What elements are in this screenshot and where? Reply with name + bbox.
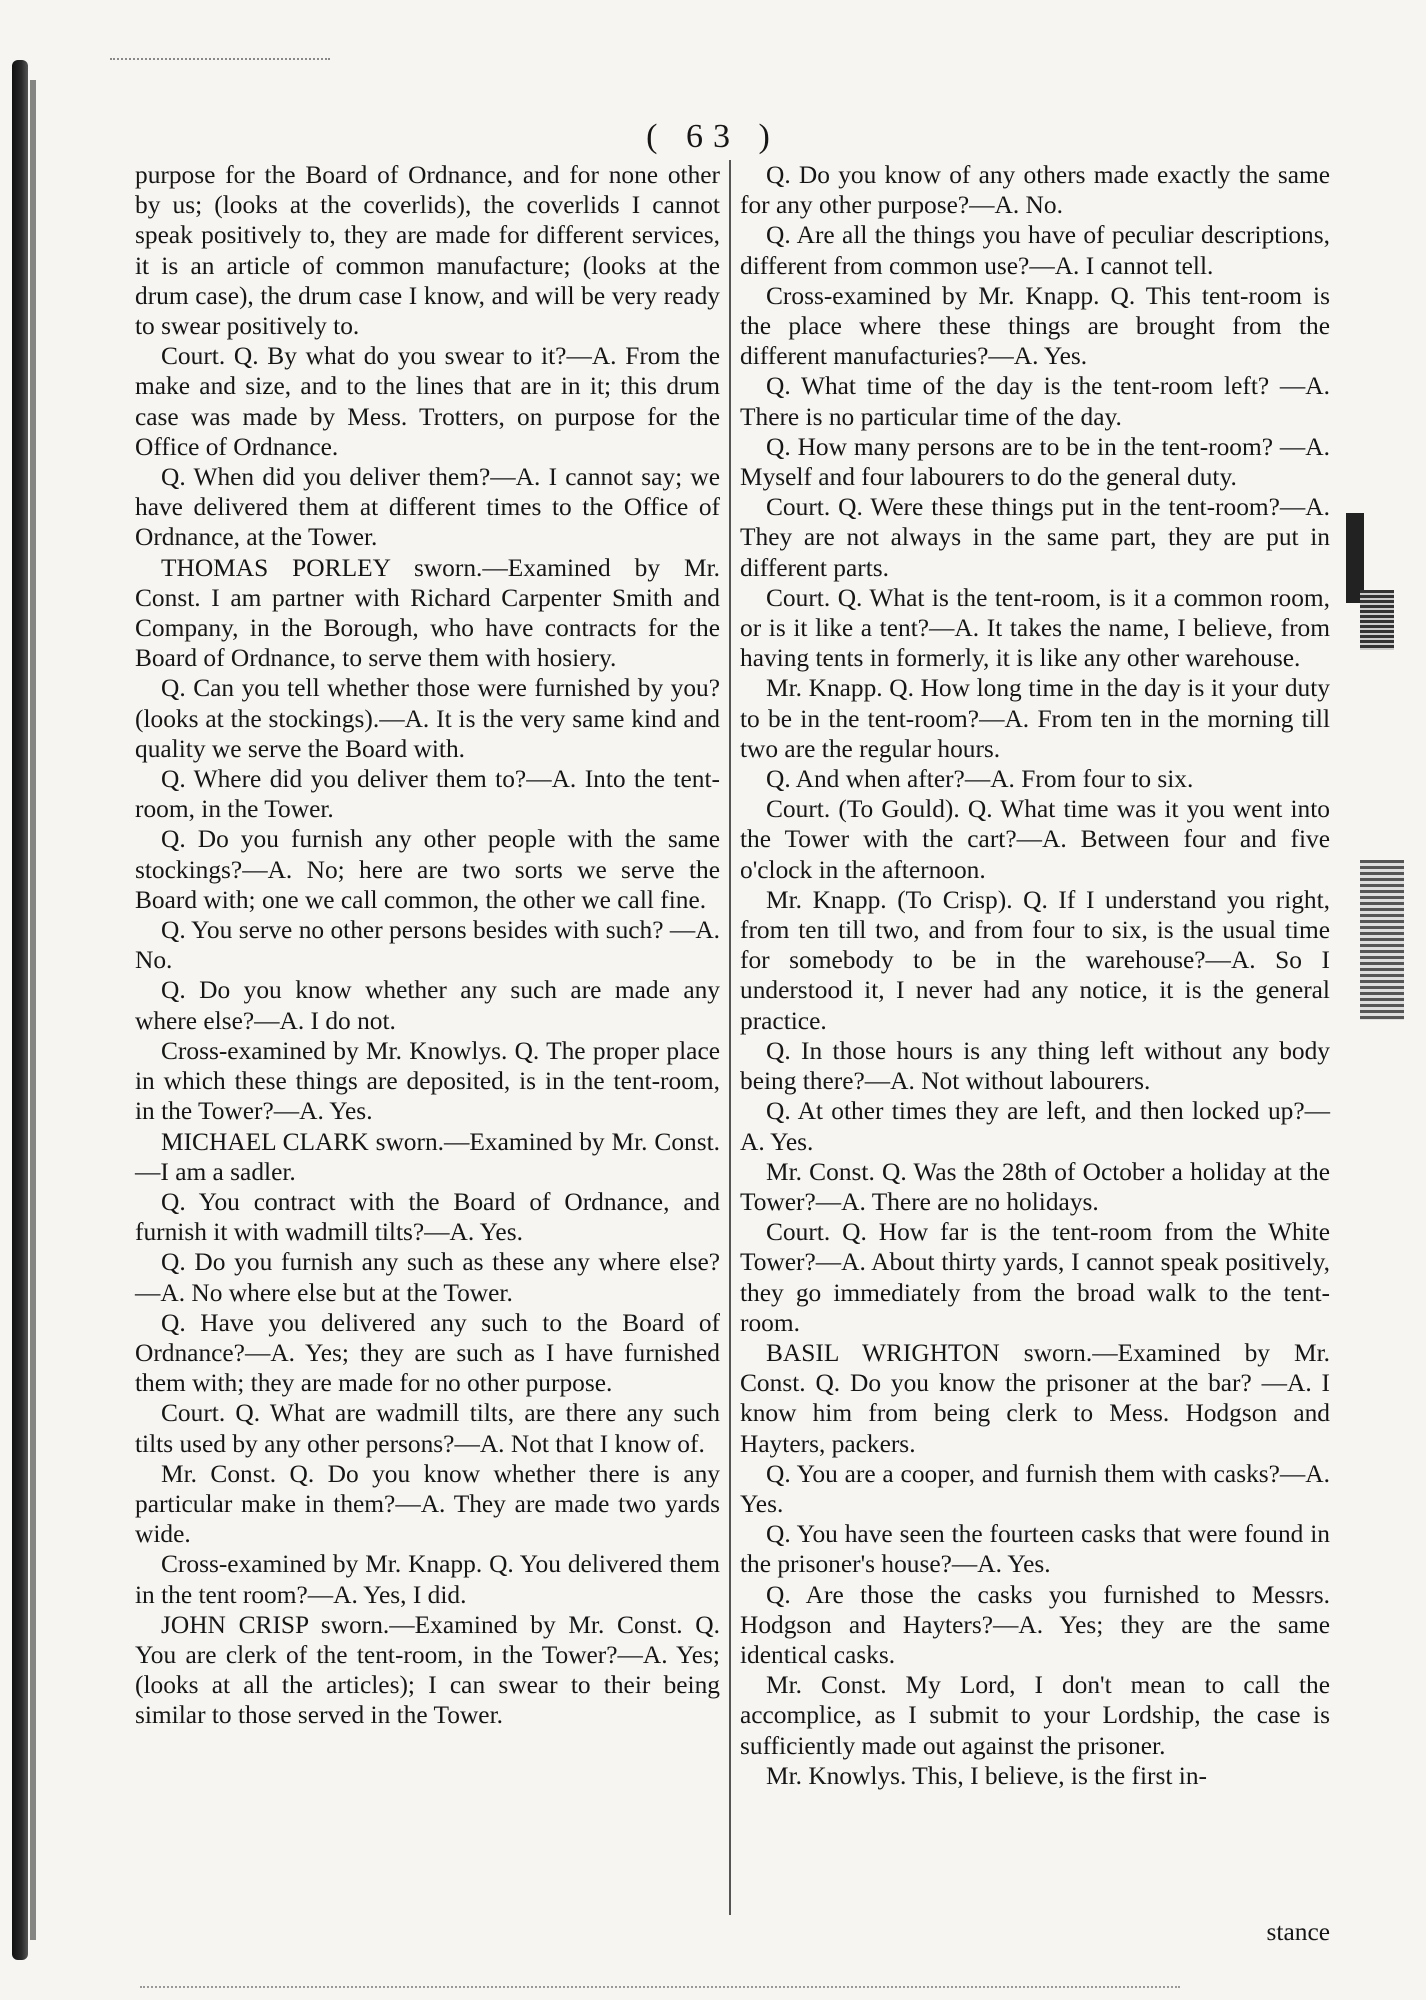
scan-noise-top xyxy=(110,58,330,64)
paragraph: Q. You are a cooper, and furnish them with casks?—A. Yes. xyxy=(740,1459,1330,1518)
paragraph: Q. Are all the things you have of peculiar descriptions, different from common use?—A. I cannot tell. xyxy=(740,221,1330,280)
catchword: stance xyxy=(1266,1918,1330,1946)
paragraph: Q. Do you furnish any such as these any where else?—A. No where else but at the Tower. xyxy=(135,1248,720,1307)
paragraph: Q. Do you know whether any such are made any where else?—A. I do not. xyxy=(135,976,720,1035)
paragraph: Mr. Knowlys. This, I believe, is the first in- xyxy=(766,1761,1208,1790)
paragraph: Q. In those hours is any thing left without any body being there?—A. Not without labourers. xyxy=(740,1036,1330,1096)
scan-margin-mark xyxy=(1360,860,1404,1020)
right-column xyxy=(740,160,1330,1791)
paragraph: BASIL WRIGHTON sworn.—Examined by Mr. Const. Q. Do you know the prisoner at the bar? —A. I know him from being clerk to Mess. Hodgson and Hayters, packers. xyxy=(740,1338,1330,1458)
paragraph: Q. Can you tell whether those were furnished by you? (looks at the stockings).—A. It is the very same kind and quality we serve the Board with. xyxy=(135,674,720,763)
paragraph: Court. Q. What are wadmill tilts, are there any such tilts used by any other persons?—A. Not that I know of. xyxy=(135,1399,720,1458)
paragraph: Mr. Knapp. (To Crisp). Q. If I understand you right, from ten till two, and from four to six, is the usual time for somebody to be in the warehouse?—A. So I understood it, I never had any notice, it is the general practice. xyxy=(740,885,1330,1035)
column-rule xyxy=(729,160,731,1915)
paragraph: Cross-examined by Mr. Knapp. Q. You delivered them in the tent room?—A. Yes, I did. xyxy=(135,1550,720,1609)
left-column xyxy=(135,160,720,1731)
paragraph: Court. Q. Were these things put in the tent-room?—A. They are not always in the same part, they are put in different parts. xyxy=(740,493,1330,582)
paragraph: purpose for the Board of Ordnance, and for none other by us; (looks at the coverlids), the coverlids I cannot speak positively to, they are made for different services, it is an article of common manufacture; (looks at the drum case), the drum case I know, and will be very ready to swear positively to. xyxy=(135,161,720,341)
paragraph: Q. Do you furnish any other people with the same stockings?—A. No; here are two sorts we serve the Board with; one we call common, the other we call fine. xyxy=(135,825,720,914)
binding-shadow-edge xyxy=(30,80,36,1940)
paragraph: Cross-examined by Mr. Knowlys. Q. The proper place in which these things are deposited, is in the tent-room, in the Tower?—A. Yes. xyxy=(135,1036,720,1126)
paragraph: Mr. Const. Q. Was the 28th of October a holiday at the Tower?—A. There are no holidays. xyxy=(740,1157,1330,1216)
paragraph: Q. And when after?—A. From four to six. xyxy=(766,765,1194,794)
paragraph: Mr. Const. My Lord, I don't mean to call the accomplice, as I submit to your Lordship, the case is sufficiently made out against the prisoner. xyxy=(740,1671,1330,1760)
paragraph: Court. Q. By what do you swear to it?—A. From the make and size, and to the lines that are in it; this drum case was made by Mess. Trotters, on purpose for the Office of Ordnance. xyxy=(135,342,720,461)
paragraph: Q. How many persons are to be in the tent-room? —A. Myself and four labourers to do the general duty. xyxy=(740,432,1330,492)
paragraph: Cross-examined by Mr. Knapp. Q. This tent-room is the place where these things are brought from the different manufacturies?—A. Yes. xyxy=(740,281,1330,371)
paragraph: THOMAS PORLEY sworn.—Examined by Mr. Const. I am partner with Richard Carpenter Smith and Company, in the Borough, who have contracts for the Board of Ordnance, to serve them with hosiery. xyxy=(135,553,720,673)
paragraph: Q. Have you delivered any such to the Board of Ordnance?—A. Yes; they are such as I have furnished them with; they are made for no other purpose. xyxy=(135,1308,720,1398)
paragraph: Q. You have seen the fourteen casks that were found in the prisoner's house?—A. Yes. xyxy=(740,1520,1330,1579)
scan-noise-bottom xyxy=(140,1986,1180,1991)
paragraph: Q. Are those the casks you furnished to Messrs. Hodgson and Hayters?—A. Yes; they are the same identical casks. xyxy=(740,1580,1330,1669)
paragraph: Court. Q. What is the tent-room, is it a common room, or is it like a tent?—A. It takes the name, I believe, from having tents in formerly, it is like any other warehouse. xyxy=(740,583,1330,673)
paragraph: Court. (To Gould). Q. What time was it you went into the Tower with the cart?—A. Between four and five o'clock in the afternoon. xyxy=(740,795,1330,884)
paragraph: Q. You serve no other persons besides with such? —A. No. xyxy=(135,916,720,975)
paragraph: Q. What time of the day is the tent-room left? —A. There is no particular time of the day. xyxy=(740,372,1330,431)
binding-shadow xyxy=(12,60,28,1960)
paragraph: Q. At other times they are left, and then locked up?—A. Yes. xyxy=(740,1097,1330,1156)
paragraph: Mr. Knapp. Q. How long time in the day is it your duty to be in the tent-room?—A. From ten in the morning till two are the regular hours. xyxy=(740,674,1330,763)
scan-margin-mark xyxy=(1360,590,1394,650)
paragraph: Q. Where did you deliver them to?—A. Into the tent-room, in the Tower. xyxy=(135,765,720,824)
paragraph: Court. Q. How far is the tent-room from the White Tower?—A. About thirty yards, I cannot speak positively, they go immediately from the broad walk to the tent-room. xyxy=(740,1218,1330,1337)
paragraph: Q. Do you know of any others made exactly the same for any other purpose?—A. No. xyxy=(740,161,1330,220)
paragraph: Mr. Const. Q. Do you know whether there is any particular make in them?—A. They are made two yards wide. xyxy=(135,1459,720,1549)
paragraph: JOHN CRISP sworn.—Examined by Mr. Const. Q. You are clerk of the tent-room, in the Tower?—A. Yes; (looks at all the articles); I can swear to their being similar to those served in the Tower. xyxy=(135,1610,720,1730)
paragraph: Q. When did you deliver them?—A. I cannot say; we have delivered them at different times to the Office of Ordnance, at the Tower. xyxy=(135,463,720,552)
page-number: ( 63 ) xyxy=(646,118,780,155)
paragraph: MICHAEL CLARK sworn.—Examined by Mr. Const.—I am a sadler. xyxy=(135,1127,720,1186)
paragraph: Q. You contract with the Board of Ordnance, and furnish it with wadmill tilts?—A. Yes. xyxy=(135,1187,720,1247)
